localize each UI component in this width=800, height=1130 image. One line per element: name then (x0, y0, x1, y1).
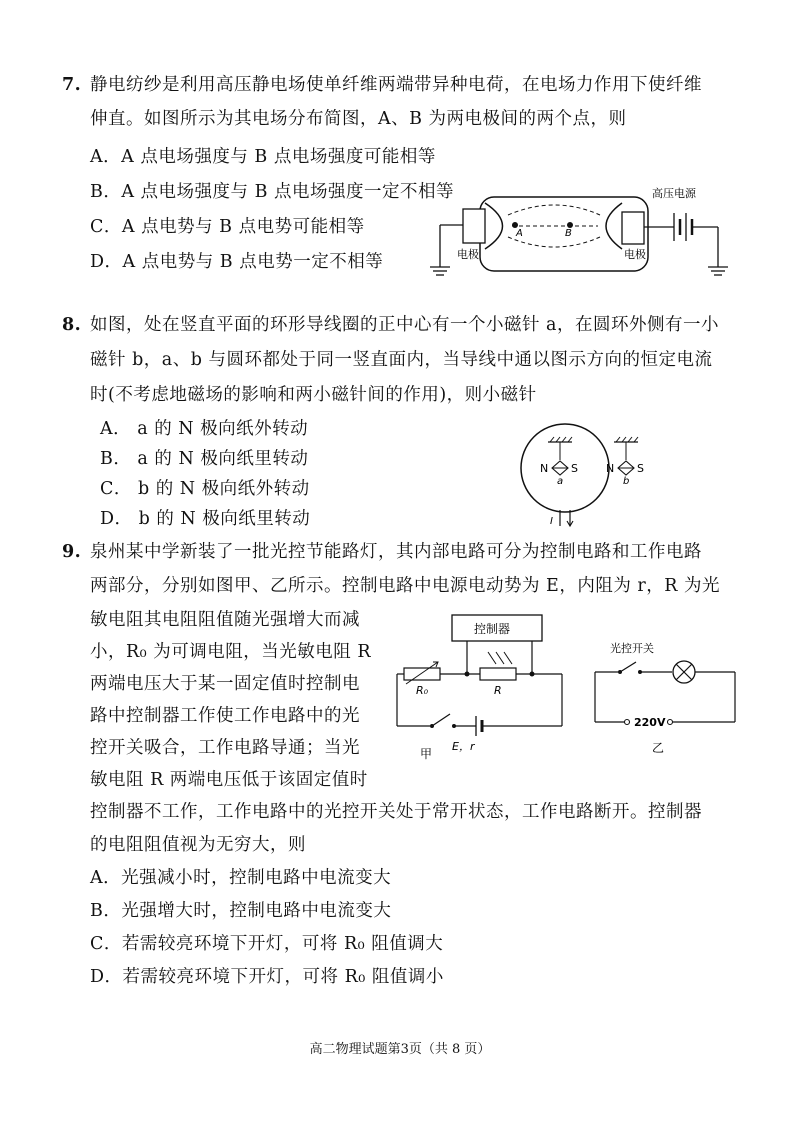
needle-b-n-label: N (606, 462, 615, 475)
needle-b-s-label: S (637, 462, 644, 475)
source-label: E，r (452, 740, 475, 753)
light-controlled-switch-icon (618, 662, 642, 674)
magnetic-needle-a-icon (552, 461, 568, 475)
q9-wrap-line4: 路中控制器工作使工作电路中的光 (90, 706, 360, 726)
lamp-icon (673, 661, 695, 683)
q7-electric-field-figure (420, 185, 750, 295)
q8-option-d: D． b 的 N 极向纸里转动 (100, 509, 311, 529)
controller-label: 控制器 (474, 622, 511, 636)
q7-stem-line1: 静电纺纱是利用高压静电场使单纤维两端带异种电荷，在电场力作用下使纤维 (90, 75, 702, 95)
battery-icon (476, 716, 482, 736)
needle-a-n-label: N (540, 462, 549, 475)
left-ground-icon (430, 267, 450, 275)
figure-yi-caption: 乙 (652, 741, 665, 755)
q8-stem-line1: 如图，处在竖直平面的环形导线圈的正中心有一个小磁针 a，在圆环外侧有一小 (90, 315, 719, 335)
q9-wrap-line5: 控开关吸合，工作电路导通；当光 (90, 738, 360, 758)
q9-number: 9. (62, 542, 82, 562)
q9-option-d: D．若需较亮环境下开灯，可将 R₀ 阻值调小 (90, 967, 444, 987)
q9-stem-line4: 的电阻阻值视为无穷大，则 (90, 835, 306, 855)
q8-option-c: C． b 的 N 极向纸外转动 (100, 479, 310, 499)
right-electrode-label: 电极 (624, 248, 646, 261)
voltage-label: 220V (634, 716, 666, 729)
q7-option-c: C．A 点电势与 B 点电势可能相等 (90, 217, 365, 237)
needle-b-label: b (623, 476, 630, 487)
left-electrode-label: 电极 (457, 248, 479, 261)
switch-icon (430, 714, 456, 728)
q8-stem-line2: 磁针 b，a、b 与圆环都处于同一竖直面内，当导线中通以图示方向的恒定电流 (90, 350, 713, 370)
q7-option-b: B．A 点电场强度与 B 点电场强度一定不相等 (90, 182, 455, 202)
q8-ring-magnet-figure (510, 420, 670, 530)
magnetic-needle-b-icon (618, 461, 634, 475)
q8-option-b: B． a 的 N 极向纸里转动 (100, 449, 309, 469)
current-label: I (550, 516, 553, 527)
figure-jia-caption: 甲 (420, 747, 433, 761)
r0-label: R₀ (416, 684, 429, 697)
q7-option-a: A．A 点电场强度与 B 点电场强度可能相等 (90, 147, 436, 167)
q9-wrap-line3: 两端电压大于某一固定值时控制电 (90, 674, 360, 694)
point-a-label: A (516, 228, 523, 239)
q7-option-d: D．A 点电势与 B 点电势一定不相等 (90, 252, 384, 272)
q9-stem-line2: 两部分，分别如图甲、乙所示。控制电路中电源电动势为 E，内阻为 r，R 为光 (90, 576, 721, 596)
q9-work-circuit-figure (590, 640, 750, 760)
q7-number: 7. (62, 75, 82, 95)
light-switch-label: 光控开关 (610, 642, 654, 655)
page-footer: 高二物理试题第3页（共 8 页） (309, 1042, 491, 1057)
q9-wrap-line2: 小，R₀ 为可调电阻，当光敏电阻 R (90, 642, 371, 662)
q9-wrap-line1: 敏电阻其电阻阻值随光强增大而减 (90, 610, 360, 630)
q9-option-a: A．光强减小时，控制电路中电流变大 (90, 868, 392, 888)
point-b-label: B (565, 228, 572, 239)
battery-icon (674, 213, 692, 241)
q9-stem-line3: 控制器不工作，工作电路中的光控开关处于常开状态，工作电路断开。控制器 (90, 802, 702, 822)
q8-stem-line3: 时(不考虑地磁场的影响和两小磁针间的作用)，则小磁针 (90, 385, 537, 405)
needle-a-label: a (557, 476, 564, 487)
hv-source-label: 高压电源 (652, 187, 696, 200)
q9-option-c: C．若需较亮环境下开灯，可将 R₀ 阻值调大 (90, 934, 444, 954)
variable-resistor-r0-icon (404, 662, 440, 684)
q8-number: 8. (62, 315, 82, 335)
q7-stem-line2: 伸直。如图所示为其电场分布简图，A、B 为两电极间的两个点，则 (90, 109, 627, 129)
right-ground-icon (708, 267, 728, 275)
photoresistor-r-icon (480, 652, 516, 680)
needle-a-s-label: S (571, 462, 578, 475)
q9-stem-line1: 泉州某中学新装了一批光控节能路灯，其内部电路可分为控制电路和工作电路 (90, 542, 702, 562)
q9-wrap-line6: 敏电阻 R 两端电压低于该固定值时 (90, 770, 368, 790)
q8-option-a: A． a 的 N 极向纸外转动 (100, 419, 309, 439)
q9-option-b: B．光强增大时，控制电路中电流变大 (90, 901, 392, 921)
q9-control-circuit-figure (392, 610, 572, 770)
r-label: R (494, 684, 502, 697)
